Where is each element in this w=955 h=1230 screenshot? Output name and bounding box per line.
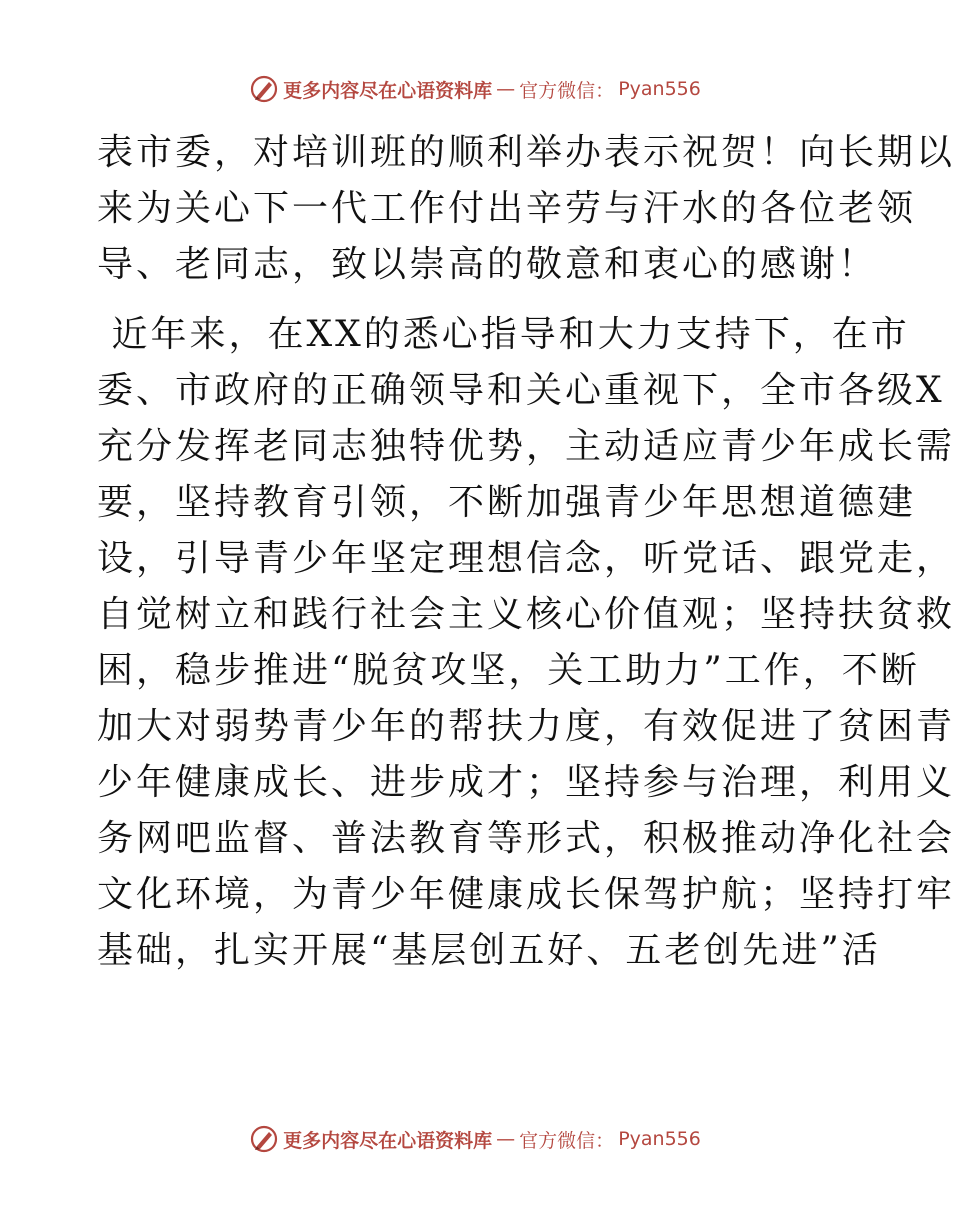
text-line: 导、老同志，致以崇高的敬意和衷心的感谢！ — [97, 244, 878, 285]
text-line: 务网吧监督、普法教育等形式，积极推动净化社会 — [97, 818, 955, 859]
document-body — [97, 125, 955, 979]
text-line: 委、市政府的正确领导和关心重视下，全市各级X — [97, 370, 945, 411]
text-line: 表市委，对培训班的顺利举办表示祝贺！向长期以 — [97, 132, 955, 173]
watermark-label: 官方微信： — [519, 1129, 615, 1152]
text-line: 困，稳步推进“脱贫攻坚，关工助力”工作，不断 — [97, 650, 920, 691]
watermark-footer — [0, 1124, 950, 1154]
text-line: 充分发挥老同志独特优势，主动适应青少年成长需 — [97, 426, 955, 467]
text-line: 来为关心下一代工作付出辛劳与汗水的各位老领 — [97, 188, 917, 229]
pen-logo-icon — [249, 1124, 279, 1154]
watermark-id: Pyan556 — [618, 78, 701, 100]
text-line: 基础，扎实开展“基层创五好、五老创先进”活 — [97, 930, 881, 971]
text-line: 自觉树立和践行社会主义核心价值观；坚持扶贫救 — [97, 594, 955, 635]
pen-logo-icon — [249, 74, 279, 104]
paragraph — [97, 307, 955, 979]
text-line: 近年来，在XX的悉心指导和大力支持下，在市 — [97, 314, 910, 355]
text-line: 文化环境，为青少年健康成长保驾护航；坚持打牢 — [97, 874, 955, 915]
watermark-header — [0, 74, 950, 104]
watermark-label: 官方微信： — [519, 79, 615, 102]
paragraph — [97, 125, 955, 293]
watermark-id: Pyan556 — [618, 1128, 701, 1150]
text-line: 加大对弱势青少年的帮扶力度，有效促进了贫困青 — [97, 706, 955, 747]
text-line: 要，坚持教育引领，不断加强青少年思想道德建 — [97, 482, 917, 523]
text-line: 少年健康成长、进步成才；坚持参与治理，利用义 — [97, 762, 955, 803]
text-line: 设，引导青少年坚定理想信念，听党话、跟党走， — [97, 538, 955, 579]
watermark-main-text: 更多内容尽在心语资料库 — [283, 1129, 493, 1152]
watermark-dash: — — [496, 78, 516, 100]
watermark-dash: — — [496, 1128, 516, 1150]
watermark-main-text: 更多内容尽在心语资料库 — [283, 79, 493, 102]
